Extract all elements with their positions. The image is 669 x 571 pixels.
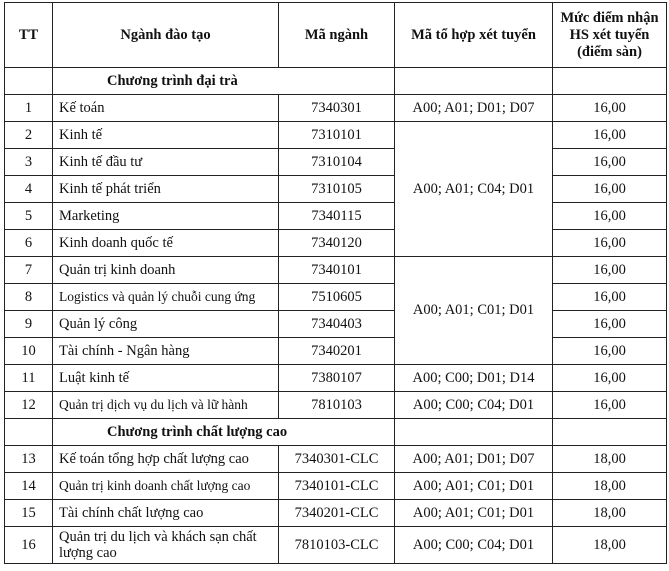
table-row (5, 500, 667, 527)
row-code: 7810103-CLC (279, 527, 395, 564)
table-row (5, 203, 667, 230)
row-tt: 1 (5, 95, 53, 122)
row-combo: A00; A01; C01; D01 (395, 473, 553, 500)
row-tt: 6 (5, 230, 53, 257)
row-major-name: Kế toán tổng hợp chất lượng cao (53, 446, 279, 473)
row-tt: 14 (5, 473, 53, 500)
table-header-row (5, 3, 667, 68)
admission-score-table (4, 2, 667, 564)
table-row (5, 149, 667, 176)
row-tt: 11 (5, 365, 53, 392)
table-row (5, 284, 667, 311)
row-code: 7340301-CLC (279, 446, 395, 473)
table-row (5, 95, 667, 122)
section-title: Chương trình chất lượng cao (53, 419, 395, 446)
row-tt: 5 (5, 203, 53, 230)
row-score: 18,00 (553, 500, 667, 527)
row-major-name: Quản trị kinh doanh (53, 257, 279, 284)
section-row (5, 68, 667, 95)
row-combo: A00; A01; D01; D07 (395, 95, 553, 122)
row-code: 7340120 (279, 230, 395, 257)
header-code: Mã ngành (279, 3, 395, 68)
table-row (5, 446, 667, 473)
section-row (5, 419, 667, 446)
row-score: 16,00 (553, 149, 667, 176)
table-row (5, 230, 667, 257)
table-row (5, 311, 667, 338)
row-major-name: Quản lý công (53, 311, 279, 338)
row-major-name: Kinh tế đầu tư (53, 149, 279, 176)
row-code: 7340201 (279, 338, 395, 365)
row-combo: A00; A01; C01; D01 (395, 500, 553, 527)
row-score: 16,00 (553, 176, 667, 203)
header-tt: TT (5, 3, 53, 68)
row-code: 7340115 (279, 203, 395, 230)
row-tt: 13 (5, 446, 53, 473)
row-tt: 16 (5, 527, 53, 564)
row-code: 7810103 (279, 392, 395, 419)
row-code: 7340403 (279, 311, 395, 338)
row-score: 16,00 (553, 392, 667, 419)
row-major-name: Tài chính chất lượng cao (53, 500, 279, 527)
table-row (5, 473, 667, 500)
row-combo: A00; C00; C04; D01 (395, 392, 553, 419)
row-code: 7340101 (279, 257, 395, 284)
row-combo: A00; A01; D01; D07 (395, 446, 553, 473)
row-code: 7310101 (279, 122, 395, 149)
row-score: 18,00 (553, 473, 667, 500)
row-major-name: Logistics và quản lý chuỗi cung ứng (53, 284, 279, 311)
header-major: Ngành đào tạo (53, 3, 279, 68)
row-major-name: Kinh tế (53, 122, 279, 149)
row-score: 16,00 (553, 311, 667, 338)
row-score: 16,00 (553, 338, 667, 365)
header-score: Mức điểm nhận HS xét tuyển (điểm sàn) (553, 3, 667, 68)
row-major-name: Kinh doanh quốc tế (53, 230, 279, 257)
row-code: 7340101-CLC (279, 473, 395, 500)
row-code: 7340301 (279, 95, 395, 122)
row-major-name: Marketing (53, 203, 279, 230)
row-tt: 15 (5, 500, 53, 527)
row-major-name: Kinh tế phát triển (53, 176, 279, 203)
row-major-name: Kế toán (53, 95, 279, 122)
row-major-name: Luật kinh tế (53, 365, 279, 392)
table-row (5, 122, 667, 149)
header-combo: Mã tổ hợp xét tuyển (395, 3, 553, 68)
row-major-name: Quản trị dịch vụ du lịch và lữ hành (53, 392, 279, 419)
row-combo: A00; C00; D01; D14 (395, 365, 553, 392)
row-score: 16,00 (553, 257, 667, 284)
row-major-name: Quản trị du lịch và khách sạn chất lượng cao (53, 527, 279, 564)
row-combo: A00; C00; C04; D01 (395, 527, 553, 564)
row-score: 16,00 (553, 230, 667, 257)
table-row (5, 257, 667, 284)
table-row (5, 338, 667, 365)
table-row (5, 176, 667, 203)
row-tt: 10 (5, 338, 53, 365)
row-score: 16,00 (553, 365, 667, 392)
row-score: 16,00 (553, 122, 667, 149)
table-row (5, 527, 667, 564)
row-combo-merged: A00; A01; C04; D01 (395, 122, 553, 257)
row-tt: 3 (5, 149, 53, 176)
row-code: 7380107 (279, 365, 395, 392)
row-tt: 4 (5, 176, 53, 203)
row-tt: 8 (5, 284, 53, 311)
section-title: Chương trình đại trà (53, 68, 395, 95)
row-score: 16,00 (553, 284, 667, 311)
row-major-name: Tài chính - Ngân hàng (53, 338, 279, 365)
row-tt: 2 (5, 122, 53, 149)
row-score: 16,00 (553, 203, 667, 230)
row-code: 7510605 (279, 284, 395, 311)
table-row (5, 365, 667, 392)
row-tt: 12 (5, 392, 53, 419)
row-code: 7310105 (279, 176, 395, 203)
row-score: 18,00 (553, 527, 667, 564)
row-tt: 7 (5, 257, 53, 284)
row-major-name: Quản trị kinh doanh chất lượng cao (53, 473, 279, 500)
row-tt: 9 (5, 311, 53, 338)
row-score: 18,00 (553, 446, 667, 473)
row-code: 7310104 (279, 149, 395, 176)
row-score: 16,00 (553, 95, 667, 122)
row-combo-merged: A00; A01; C01; D01 (395, 257, 553, 365)
table-row (5, 392, 667, 419)
row-code: 7340201-CLC (279, 500, 395, 527)
